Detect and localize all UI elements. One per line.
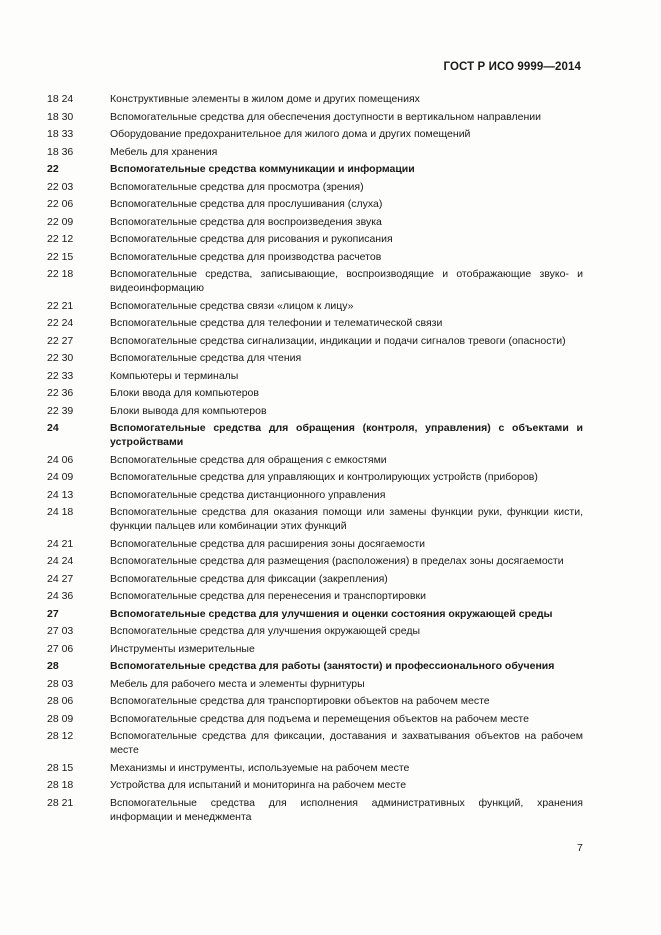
class-title: Вспомогательные средства для улучшения и оценки состояния окружающей среды <box>110 607 553 620</box>
subclass-row <box>47 127 583 141</box>
subclass-row <box>47 197 583 211</box>
class-code: 22 21 <box>47 299 74 312</box>
class-code: 22 09 <box>47 215 74 228</box>
class-code: 22 <box>47 163 59 175</box>
class-code: 27 03 <box>47 625 74 637</box>
class-title: Вспомогательные средства для перенесения и транспортировки <box>110 590 426 602</box>
class-title: Вспомогательные средства для управляющих и контролирующих устройств (приборов) <box>110 471 538 483</box>
subclass-row <box>47 694 583 708</box>
subclass-row <box>47 299 583 313</box>
class-heading-row <box>47 607 583 621</box>
class-code: 24 36 <box>47 590 74 602</box>
subclass-row <box>47 110 583 124</box>
class-code: 22 24 <box>47 317 74 329</box>
subclass-row <box>47 404 583 418</box>
subclass-row <box>47 677 583 691</box>
class-title: Вспомогательные средства для подъема и перемещения объектов на рабочем месте <box>110 712 529 725</box>
class-title: Блоки ввода для компьютеров <box>110 387 259 399</box>
subclass-row <box>47 537 583 551</box>
class-title: Вспомогательные средства для фиксации, доставания и захватывания объектов на рабочем месте <box>110 730 583 756</box>
class-title: Вспомогательные средства для чтения <box>110 352 302 364</box>
class-code: 24 <box>47 422 59 434</box>
subclass-row <box>47 624 583 638</box>
subclass-row <box>47 589 583 603</box>
class-code: 22 39 <box>47 404 74 417</box>
subclass-row <box>47 334 583 348</box>
class-code: 22 18 <box>47 268 74 280</box>
class-title: Вспомогательные средства для просмотра (зрения) <box>110 180 364 193</box>
class-title: Вспомогательные средства для работы (занятости) и профессионального обучения <box>110 660 555 672</box>
subclass-row <box>47 470 583 484</box>
class-code: 24 27 <box>47 572 74 585</box>
class-title: Вспомогательные средства для воспроизведения звука <box>110 215 382 228</box>
class-title: Вспомогательные средства для прослушивания (слуха) <box>110 198 383 210</box>
class-code: 22 12 <box>47 233 74 245</box>
subclass-row <box>47 386 583 400</box>
class-title: Вспомогательные средства для телефонии и телематической связи <box>110 317 443 329</box>
page-number: 7 <box>577 842 583 854</box>
subclass-row <box>47 215 583 229</box>
subclass-row <box>47 572 583 586</box>
class-title: Вспомогательные средства для обеспечения доступности в вертикальном направлении <box>110 110 541 123</box>
class-title: Мебель для хранения <box>110 145 218 158</box>
subclass-row <box>47 488 583 502</box>
class-code: 24 09 <box>47 471 74 483</box>
class-title: Вспомогательные средства для улучшения окружающей среды <box>110 625 421 637</box>
class-title: Вспомогательные средства для транспортировки объектов на рабочем месте <box>110 695 490 707</box>
class-title: Блоки вывода для компьютеров <box>110 404 267 417</box>
class-title: Вспомогательные средства дистанционного управления <box>110 488 386 501</box>
class-code: 18 36 <box>47 145 74 158</box>
class-code: 24 13 <box>47 488 74 501</box>
class-code: 22 33 <box>47 369 74 382</box>
class-code: 24 18 <box>47 506 74 518</box>
class-title: Инструменты измерительные <box>110 642 255 655</box>
subclass-row <box>47 796 583 824</box>
class-title: Вспомогательные средства коммуникации и информации <box>110 163 415 175</box>
class-code: 22 03 <box>47 180 74 193</box>
class-code: 28 12 <box>47 730 74 742</box>
class-code: 18 30 <box>47 110 74 123</box>
class-title: Вспомогательные средства для производства расчетов <box>110 250 382 263</box>
class-code: 18 24 <box>47 93 74 105</box>
class-code: 28 06 <box>47 695 74 707</box>
subclass-row <box>47 729 583 757</box>
class-title: Конструктивные элементы в жилом доме и других помещениях <box>110 93 420 105</box>
subclass-row <box>47 267 583 295</box>
class-title: Вспомогательные средства для исполнения административных функций, хранения информации и менеджмента <box>110 796 583 823</box>
class-code: 22 06 <box>47 198 74 210</box>
class-heading-row <box>47 421 583 449</box>
class-code: 28 15 <box>47 761 74 774</box>
class-code: 24 06 <box>47 453 74 466</box>
subclass-row <box>47 761 583 775</box>
class-title: Компьютеры и терминалы <box>110 369 239 382</box>
classification-list <box>47 92 583 827</box>
class-title: Вспомогательные средства для обращения (контроля, управления) с объектами и устройствами <box>110 422 583 448</box>
class-title: Вспомогательные средства сигнализации, индикации и подачи сигналов тревоги (опасности) <box>110 334 566 347</box>
subclass-row <box>47 316 583 330</box>
class-code: 28 21 <box>47 796 74 809</box>
subclass-row <box>47 505 583 533</box>
subclass-row <box>47 92 583 106</box>
subclass-row <box>47 453 583 467</box>
class-code: 24 24 <box>47 555 74 567</box>
subclass-row <box>47 642 583 656</box>
subclass-row <box>47 351 583 365</box>
class-code: 22 15 <box>47 250 74 263</box>
class-title: Вспомогательные средства связи «лицом к лицу» <box>110 299 354 312</box>
class-title: Вспомогательные средства для размещения (расположения) в пределах зоны досягаемости <box>110 555 564 567</box>
class-code: 22 36 <box>47 387 74 399</box>
document-header: ГОСТ Р ИСО 9999—2014 <box>443 61 581 73</box>
class-title: Мебель для рабочего места и элементы фурнитуры <box>110 677 365 690</box>
class-title: Вспомогательные средства для расширения зоны досягаемости <box>110 537 426 550</box>
class-code: 22 30 <box>47 352 74 364</box>
subclass-row <box>47 554 583 568</box>
class-code: 28 <box>47 660 59 672</box>
class-heading-row <box>47 659 583 673</box>
subclass-row <box>47 250 583 264</box>
class-code: 27 <box>47 607 59 620</box>
subclass-row <box>47 145 583 159</box>
class-title: Вспомогательные средства для рисования и рукописания <box>110 233 393 245</box>
subclass-row <box>47 180 583 194</box>
class-code: 28 03 <box>47 677 74 690</box>
subclass-row <box>47 369 583 383</box>
class-code: 18 33 <box>47 128 74 140</box>
class-title: Вспомогательные средства, записывающие, воспроизводящие и отображающие звуко- и видеоинформацию <box>110 268 583 294</box>
class-title: Устройства для испытаний и мониторинга на рабочем месте <box>110 779 407 791</box>
class-title: Вспомогательные средства для фиксации (закрепления) <box>110 572 388 585</box>
class-title: Оборудование предохранительное для жилого дома и других помещений <box>110 128 471 140</box>
class-title: Вспомогательные средства для обращения с емкостями <box>110 453 387 466</box>
subclass-row <box>47 712 583 726</box>
class-code: 28 18 <box>47 779 74 791</box>
subclass-row <box>47 778 583 792</box>
class-code: 27 06 <box>47 642 74 655</box>
class-title: Вспомогательные средства для оказания помощи или замены функции руки, функции кисти, функции пальцев или комбинации этих функций <box>110 506 583 532</box>
class-title: Механизмы и инструменты, используемые на рабочем месте <box>110 761 410 774</box>
class-heading-row <box>47 162 583 176</box>
class-code: 24 21 <box>47 537 74 550</box>
subclass-row <box>47 232 583 246</box>
class-code: 22 27 <box>47 334 74 347</box>
class-code: 28 09 <box>47 712 74 725</box>
